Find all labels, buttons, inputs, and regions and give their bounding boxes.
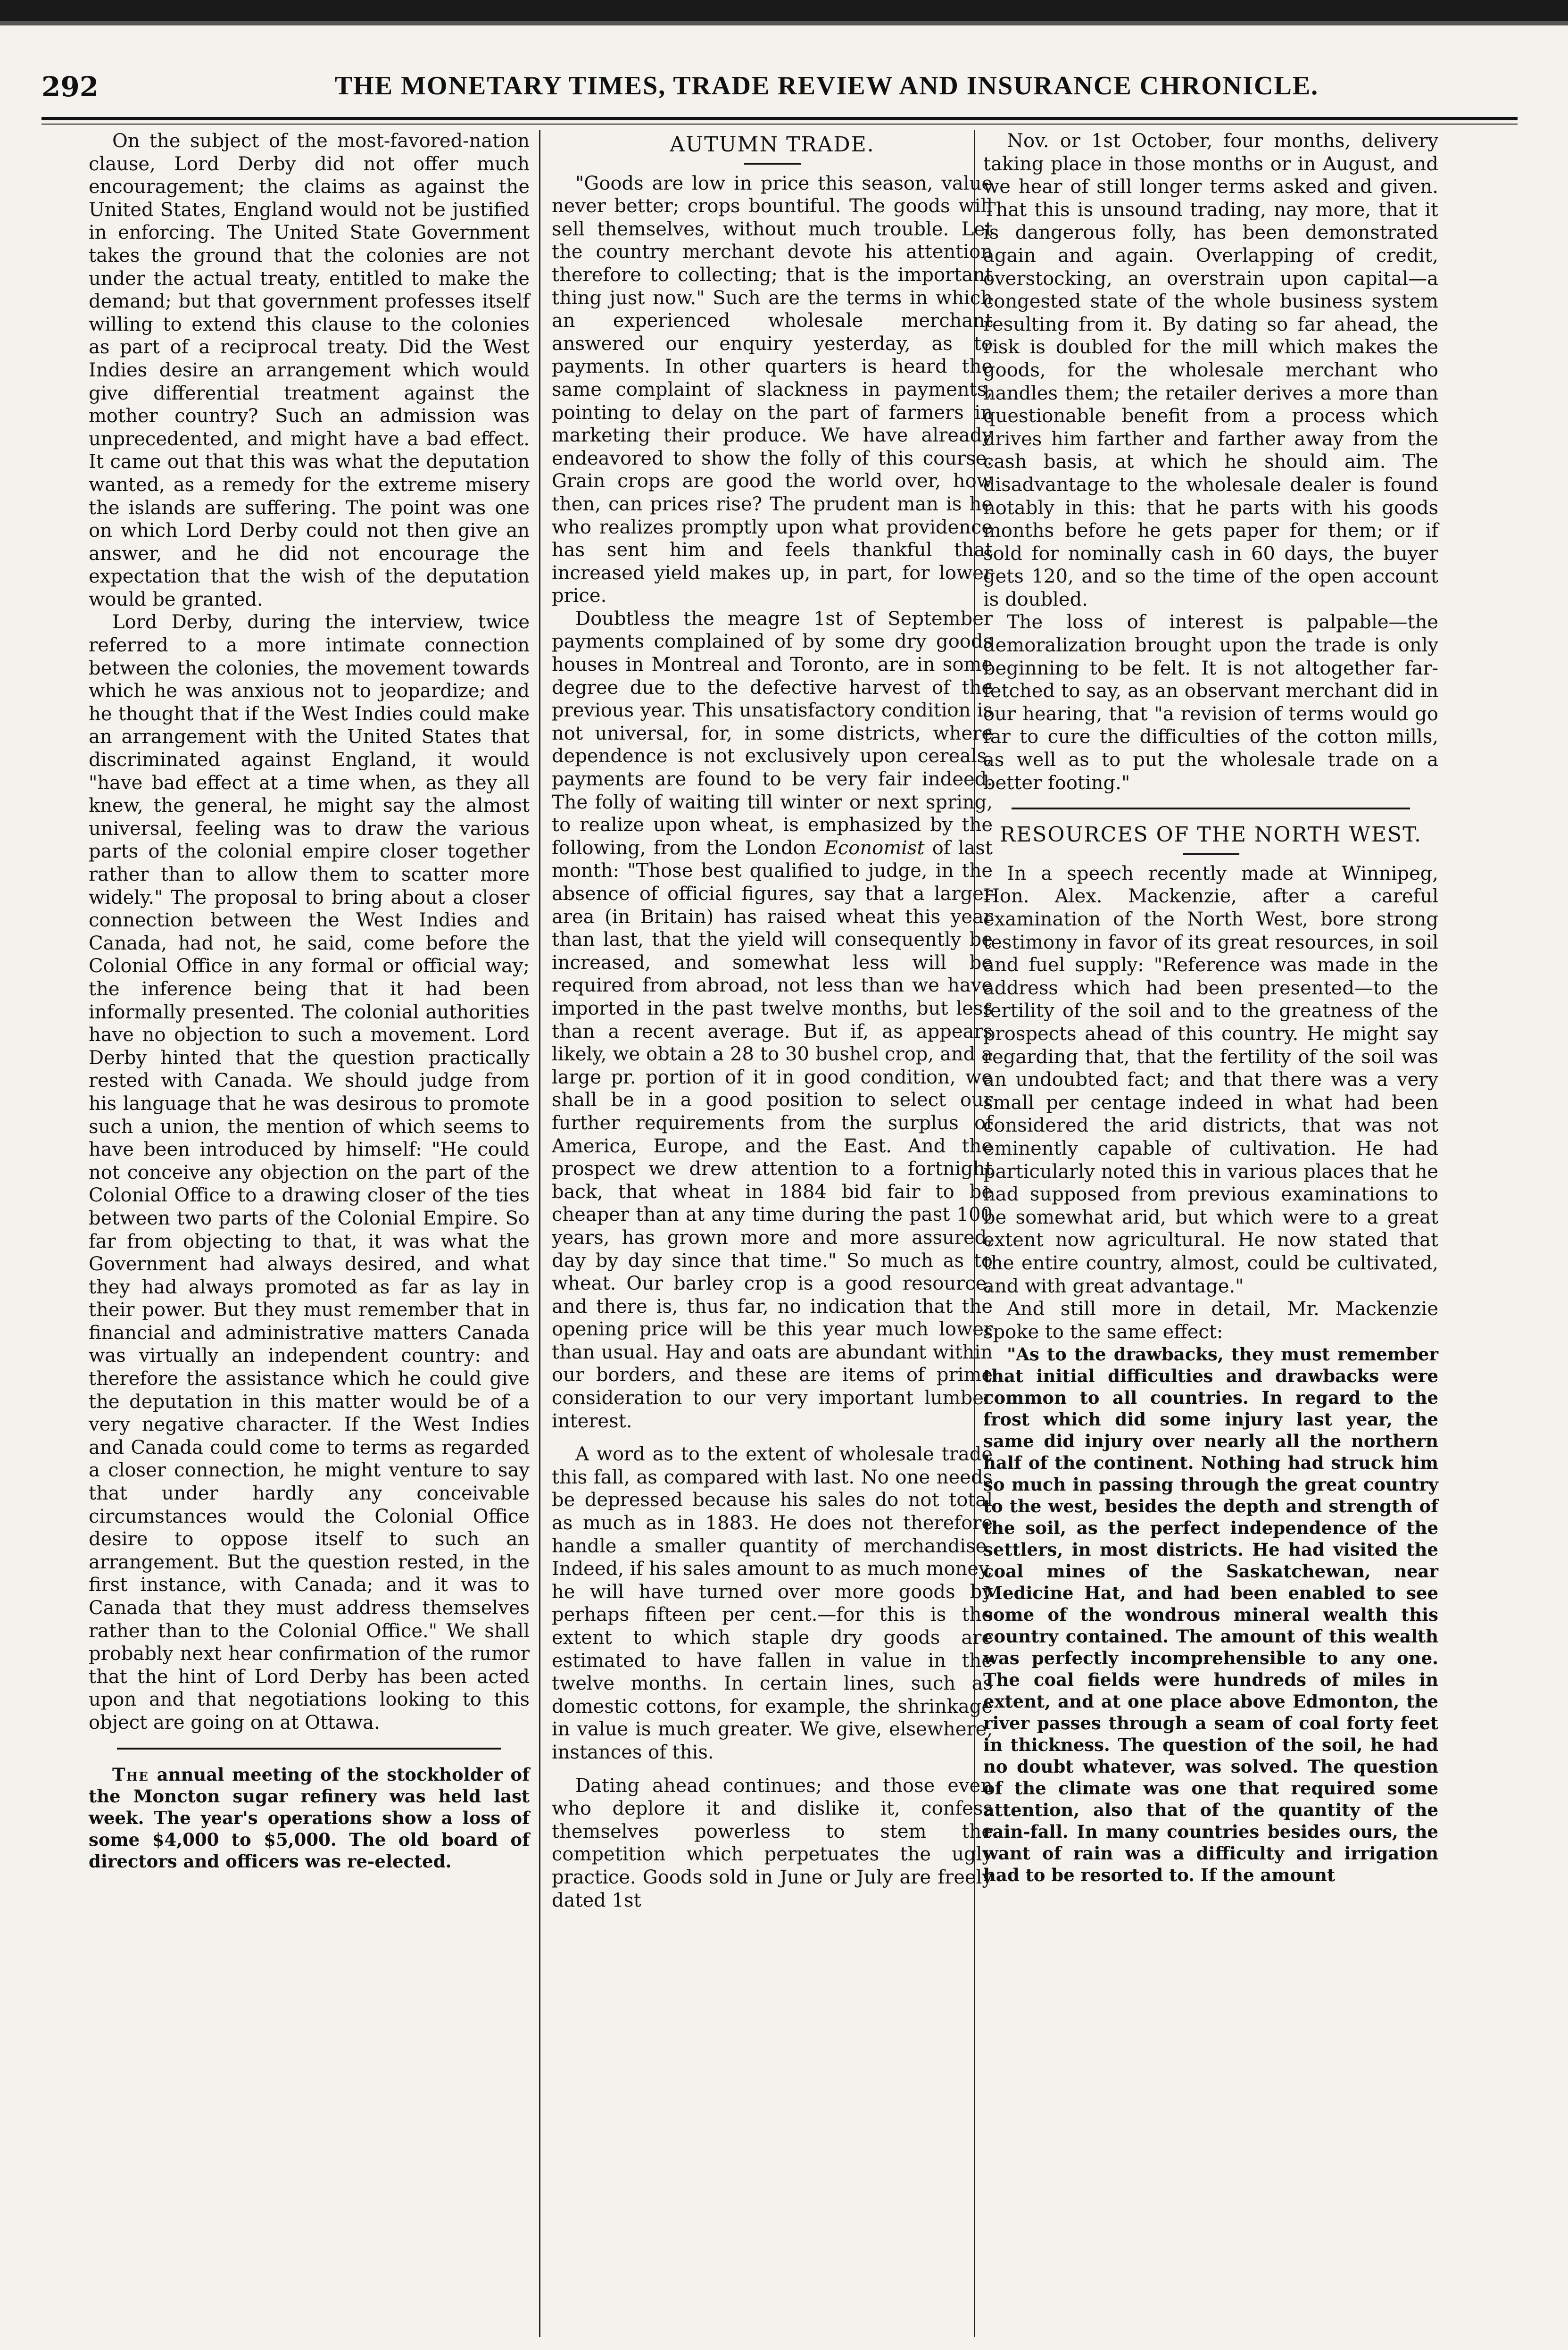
page-number: 292 — [41, 71, 99, 103]
article-heading-resources: RESOURCES OF THE NORTH WEST. — [1000, 823, 1422, 847]
paragraph: And still more in detail, Mr. Mackenzie spoke to the same effect: — [983, 1298, 1438, 1343]
heading-rule — [1183, 853, 1239, 855]
page-header — [41, 71, 1518, 108]
article-heading-autumn-trade: AUTUMN TRADE. — [670, 133, 875, 157]
header-rule-thin — [41, 124, 1518, 125]
note-lead-word: The — [112, 1764, 149, 1785]
heading-rule — [744, 163, 801, 165]
note-text: annual meeting of the stockholder of the Moncton sugar refinery was held last week. The year's operations show a loss of some $4,000 to $5,000. The old board of directors and officers was re-elected. — [89, 1764, 530, 1872]
paragraph-text: of last month: "Those best qualified to judge, in the absence of official figures, say that a larger area (in Britain) has raised wheat this year than last, that the yield will consequently be increased, and somewhat less will be required from abroad, not less than we have imported in the past twelve months, but less than a recent average. But if, as appears likely, we obtain a 28 to 30 bushel crop, and a large pr. portion of it in good condition, we shall be in a good position to select our further requirements from the surplus of America, Europe, and the East. And the prospect we drew attention to a fortnight back, that wheat in 1884 bid fair to be cheaper than at any time during the past 100 years, has grown more and more assured, day by day since that time." So much as to wheat. Our barley crop is a good resource, and there is, thus far, no indication that the opening price will be this year much lower than usual. Hay and oats are abundant within our borders, and these are items of prime consideration to our very important lumber interest. — [552, 837, 993, 1432]
paragraph: The loss of interest is palpable—the demoralization brought upon the trade is only beginning to be felt. It is not altogether far-fetched to say, as an observant merchant did in our hearing, that "a revision of terms would go far to cure the difficulties of the cotton mills, as well as to put the wholesale trade on a better footing." — [983, 611, 1438, 794]
section-rule — [117, 1748, 501, 1750]
column-divider-1 — [539, 130, 540, 2337]
paragraph: Dating ahead continues; and those even who deplore it and dislike it, confess themselves powerless to stem the competition which perpetuates the ugly practice. Goods sold in June or July are freely dated 1st — [552, 1775, 993, 1911]
paragraph: In a speech recently made at Winnipeg, Hon. Alex. Mackenzie, after a careful examination of the North West, bore strong testimony in favor of its great resources, in soil and fuel supply: "Reference was made in the address which had been presented—to the fertility of the soil and to the greatness of the prospects ahead of this country. He might say regarding that, that the fertility of the soil was an undoubted fact; and that there was a very small per centage indeed in what had been considered the arid districts, that was not eminently capable of cultivation. He had particularly noted this in various places that he had supposed from previous examinations to be somewhat arid, but which were to a great extent now agricultural. He now stated that the entire country, almost, could be cultivated, and with great advantage." — [983, 862, 1438, 1297]
paragraph: Nov. or 1st October, four months, delivery taking place in those months or in August, and we hear of still longer terms asked and given. That this is unsound trading, nay more, that it is dangerous folly, has been demonstrated again and again. Overlapping of credit, overstocking, an overstrain upon capital—a congested state of the whole business system resulting from it. By dating so far ahead, the risk is doubled for the mill which makes the goods, for the wholesale merchant who handles them; the retailer derives a more than questionable benefit from a process which drives him farther and farther away from the cash basis, at which he should aim. The disadvantage to the wholesale dealer is found notably in this: that he parts with his goods months before he gets paper for them; or if sold for nominally cash in 60 days, the buyer gets 120, and so the time of the open account is doubled. — [983, 130, 1438, 610]
column-3 — [983, 130, 1438, 1886]
column-2 — [552, 130, 993, 1912]
block-quote — [983, 1343, 1438, 1886]
paragraph: A word as to the extent of wholesale trade this fall, as compared with last. No one needs be depressed because his sales do not total as much as in 1883. He does not therefore handle a smaller quantity of merchandise. Indeed, if his sales amount to as much money, he will have turned over more goods by perhaps fifteen per cent.—for this is the extent to which staple dry goods are estimated to have fallen in value in the twelve months. In certain lines, such as domestic cottons, for example, the shrinkage in value is much greater. We give, elsewhere, instances of this. — [552, 1443, 993, 1763]
paragraph: On the subject of the most-favored-nation clause, Lord Derby did not offer much encouragement; the claims as against the United States, England would not be justified in enforcing. The United State Government takes the ground that the colonies are not under the actual treaty, entitled to make the demand; but that government professes itself willing to extend this clause to the colonies as part of a reciprocal treaty. Did the West Indies desire an arrangement which would give differential treatment against the mother country? Such an admission was unprecedented, and might have a bad effect. It came out that this was what the deputation wanted, as a remedy for the extreme misery the islands are suffering. The point was one on which Lord Derby could not then give an answer, and he did not encourage the expectation that the wish of the deputation would be granted. — [89, 130, 530, 610]
scan-top-border — [0, 0, 1568, 21]
scan-top-border-shadow — [0, 21, 1568, 25]
paragraph — [552, 608, 993, 1433]
brief-note — [89, 1764, 530, 1872]
column-1 — [89, 130, 530, 1872]
publication-name: Economist — [824, 837, 925, 859]
paragraph-text: Doubtless the meagre 1st of September payments complained of by some dry goods houses in Montreal and Toronto, are in some degree due to the defective harvest of the previous year. This unsatisfactory condition is not universal, for, in some districts, where dependence is not exclusively upon cereals, payments are found to be very fair indeed. The folly of waiting till winter or next spring, to realize upon wheat, is emphasized by the following, from the London — [552, 608, 993, 859]
header-rule-thick — [41, 117, 1518, 120]
running-title: THE MONETARY TIMES, TRADE REVIEW AND INSURANCE CHRONICLE. — [334, 71, 1319, 100]
section-rule — [1012, 808, 1410, 809]
paragraph: "Goods are low in price this season, value never better; crops bountiful. The goods will sell themselves, without much trouble. Let the country merchant devote his attention therefore to collecting; that is the important thing just now." Such are the terms in which an experienced wholesale merchant answered our enquiry yesterday, as to payments. In other quarters is heard the same complaint of slackness in payments, pointing to delay on the part of farmers in marketing their produce. We have already endeavored to show the folly of this course. Grain crops are good the world over, how then, can prices rise? The prudent man is he who realizes promptly upon what providence has sent him and feels thankful that increased yield makes up, in part, for lower price. — [552, 172, 993, 607]
quote-text: "As to the drawbacks, they must remember that initial difficulties and drawbacks were common to all countries. In regard to the frost which did some injury last year, the same did injury over nearly all the northern half of the continent. Nothing had struck him so much in passing through the great country to the west, besides the depth and strength of the soil, as the perfect independence of the settlers, in most districts. He had visited the coal mines of the Saskatchewan, near Medicine Hat, and had been enabled to see some of the wondrous mineral wealth this country contained. The amount of this wealth was perfectly incomprehensible to any one. The coal fields were hundreds of miles in extent, and at one place above Edmonton, the river passes through a seam of coal forty feet in thickness. The question of the soil, he had no doubt whatever, was solved. The question of the climate was one that required some attention, also that of the quantity of the rain-fall. In many countries besides ours, the want of rain was a difficulty and irrigation had to be resorted to. If the amount — [983, 1344, 1438, 1886]
paragraph: Lord Derby, during the interview, twice referred to a more intimate connection between the colonies, the movement towards which he was anxious not to jeopardize; and he thought that if the West Indies could make an arrangement with the United States that discriminated against England, it would "have bad effect at a time when, as they all knew, the general, he might say the almost universal, feeling was to draw the various parts of the colonial empire closer together rather than to allow them to scatter more widely." The proposal to bring about a closer connection between the West Indies and Canada, had not, he said, come before the Colonial Office in any formal or official way; the inference being that it had been informally presented. The colonial authorities have no objection to such a movement. Lord Derby hinted that the question practically rested with Canada. We should judge from his language that he was desirous to promote such a union, the mention of which seems to have been introduced by himself: "He could not conceive any objection on the part of the Colonial Office to a drawing closer of the ties between two parts of the Colonial Empire. So far from objecting to that, it was what the Government had always desired, and what they had always promoted as far as lay in their power. But they must remember that in financial and administrative matters Canada was virtually an independent country: and therefore the assistance which he could give the deputation in this matter would be of a very negative character. If the West Indies and Canada could come to terms as regarded a closer connection, he might venture to say that under hardly any conceivable circumstances would the Colonial Office desire to oppose itself to such an arrangement. But the question rested, in the first instance, with Canada; and it was to Canada that they must address themselves rather than to the Colonial Office." We shall probably next hear confirmation of the rumor that the hint of Lord Derby has been acted upon and that negotiations looking to this object are going on at Ottawa. — [89, 611, 530, 1733]
